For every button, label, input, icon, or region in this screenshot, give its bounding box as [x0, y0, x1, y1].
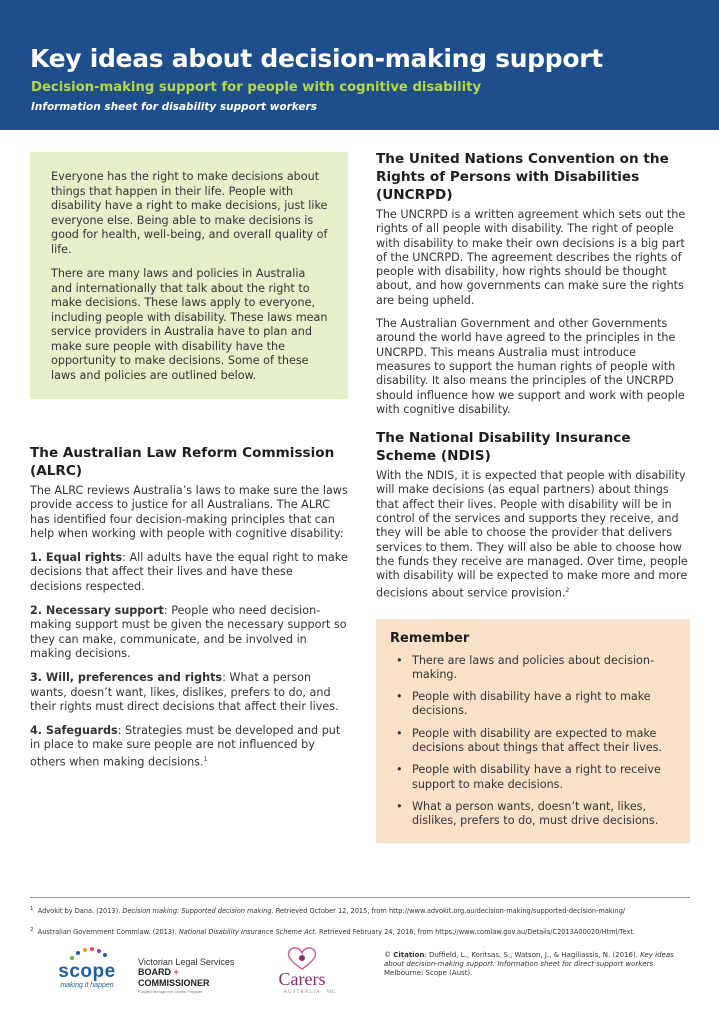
- principle-will-preferences: [30, 671, 348, 714]
- intro-paragraph-2: There are many laws and policies in Australia and internationally that talk about the right to make decisions. These laws apply to everyone, including people with disability. These laws mean service providers in Australia have to plan and make sure people with disability have the opportunity to make decisions. Some of these laws and policies are outlined below.: [51, 267, 328, 382]
- footnote-author: Advokit by Dana. (2013).: [37, 907, 123, 916]
- intro-box: [30, 152, 348, 399]
- bullet-icon: •: [396, 763, 403, 777]
- remember-list: [390, 654, 674, 829]
- footnote-ref-2[interactable]: 2: [565, 586, 570, 594]
- scope-wordmark: scope: [58, 961, 116, 982]
- vlsb-funding-note: Funded through the Grants Program: [138, 989, 203, 994]
- principle-text: : People who need decision-making support must be given the necessary support so they can make, communicate, and be involved in making decisions.: [30, 604, 347, 660]
- principle-text: : All adults have the equal right to make decisions that affect their lives and have these decisions respected.: [30, 551, 348, 593]
- list-item-text: People with disability have a right to receive support to make decisions.: [412, 763, 661, 791]
- principle-lead: 3. Will, preferences and rights: [30, 671, 223, 685]
- list-item-text: People with disability are expected to make decisions about things that affect their lives.: [412, 726, 663, 755]
- principle-lead: 2. Necessary support: [30, 604, 164, 618]
- uncrpd-heading: The United Nations Convention on the Rights of Persons with Disabilities (UNCRPD): [376, 151, 669, 203]
- principle-safeguards: [30, 724, 348, 770]
- list-item-text: There are laws and policies about decision-making.: [412, 653, 655, 681]
- vlsb-commissioner: COMMISSIONER: [138, 978, 210, 988]
- footnote-title: National Disability Insurance Scheme Act: [178, 928, 315, 937]
- partner-logos: [30, 945, 370, 1001]
- principle-equal-rights: [30, 551, 348, 594]
- principle-lead: 4. Safeguards: [30, 724, 118, 738]
- list-item: [390, 690, 674, 719]
- bullet-icon: •: [396, 653, 403, 667]
- info-sheet-label: Information sheet for disability support workers: [31, 101, 317, 113]
- citation: [384, 951, 694, 978]
- remember-heading: Remember: [390, 630, 470, 646]
- scope-dots-icon: [52, 945, 122, 963]
- intro-paragraph-1: Everyone has the right to make decisions about things that happen in their life. People with disability have a right to make decisions, just like everyone else. Being able to make decisions is good for health, well-being, and overall quality of life.: [51, 170, 328, 256]
- remember-box: [376, 619, 690, 843]
- scope-tagline: making it happen: [60, 982, 114, 989]
- list-item-text: What a person wants, doesn’t want, likes, dislikes, prefers to do, must drive decisions.: [412, 799, 659, 828]
- carers-wordmark: Carers: [278, 969, 326, 989]
- principle-text: : Strategies must be developed and put in place to make sure people are not influenced by others when making decisions.: [30, 724, 341, 769]
- footnote-number: 1: [30, 906, 34, 912]
- carers-australia: AUSTRALIA: [283, 990, 321, 995]
- footnote-ref-1[interactable]: 1: [203, 755, 208, 763]
- carers-logo: [267, 945, 337, 996]
- ndis-heading: The National Disability Insurance Scheme (NDIS): [376, 430, 631, 465]
- footnote-link[interactable]: . Retrieved October 12, 2015, from http://www.advokit.org.au/decision-making/supported-decision-making/: [271, 907, 626, 916]
- ndis-paragraph: [376, 469, 690, 600]
- vlsb-board: BOARD: [138, 967, 171, 977]
- vlsb-name: Victorian Legal Services: [138, 957, 235, 967]
- uncrpd-paragraph-2: The Australian Government and other Governments around the world have agreed to the principles in the UNCRPD. This means Australia must introduce measures to support the human rights of people with disability. It also means the principles of the UNCRPD should influence how we support and work with people with cognitive disability.: [376, 317, 685, 416]
- footnotes: [30, 897, 690, 937]
- left-column: [30, 152, 348, 770]
- footnote-link[interactable]: . Retrieved February 24, 2016, from https://www.comlaw.gov.au/Details/C2013A00020/Html/Text.: [314, 928, 636, 937]
- alrc-section: [30, 444, 348, 770]
- citation-label: Citation: [393, 951, 425, 959]
- uncrpd-section: [376, 150, 690, 417]
- footnote-2: [30, 926, 690, 937]
- list-item: [390, 654, 674, 683]
- principle-lead: 1. Equal rights: [30, 551, 123, 565]
- alrc-heading: The Australian Law Reform Commission (ALRC): [30, 445, 335, 479]
- bullet-icon: •: [396, 690, 403, 704]
- vlsb-board-commissioner: [138, 967, 248, 989]
- list-item-text: People with disability have a right to make decisions.: [412, 690, 651, 718]
- alrc-intro: The ALRC reviews Australia’s laws to make sure the laws provide access to justice for all Australians. The ALRC has identified four decision-making principles that can help when working with people with cognitive disability:: [30, 484, 348, 540]
- page-subtitle: Decision-making support for people with cognitive disability: [31, 80, 482, 95]
- ndis-text: With the NDIS, it is expected that people with disability will make decisions (as equal partners) about things that affect their lives. People with disability will be in control of the services and supports they receive, and they will be able to choose the provider that delivers services to them. They will also be able to choose how the funds they receive are managed. Over time, people with disability will be expected to make more and more decisions about service provision.: [376, 469, 688, 600]
- list-item: [390, 727, 674, 756]
- carers-vic: VIC: [326, 990, 335, 995]
- footnote-1: [30, 905, 690, 916]
- citation-publisher: . Melbourne: Scope (Aust).: [384, 960, 656, 977]
- citation-title: Key ideas about decision-making support: Information sheet for direct support workers: [384, 951, 674, 968]
- plus-icon: +: [173, 967, 179, 977]
- footnote-number: 2: [30, 927, 34, 934]
- footnote-title: Decision making: Supported decision making: [122, 907, 272, 916]
- right-column: [376, 150, 690, 843]
- copyright-icon: ©: [384, 951, 391, 959]
- ndis-section: [376, 429, 690, 600]
- page-header: [0, 0, 719, 130]
- list-item: [390, 763, 674, 792]
- footnote-author: Australian Government Commlaw. (2013).: [37, 928, 179, 937]
- uncrpd-paragraph-1: The UNCRPD is a written agreement which sets out the rights of all people with disability. The right of people with disability to make their own decisions is a big part of the UNCRPD. The agreement describes the rights of people with disability, how rights should be thought about, and how governments can make sure the rights are being upheld.: [376, 208, 686, 307]
- principle-necessary-support: [30, 604, 348, 661]
- page-title: Key ideas about decision-making support: [30, 44, 603, 73]
- list-item: [390, 800, 674, 829]
- principle-text: : What a person wants, doesn’t want, likes, dislikes, prefers to do, and their rights must direct decisions that affect their lives.: [30, 671, 339, 713]
- scope-logo: [52, 945, 122, 989]
- vlsb-logo: [138, 957, 248, 995]
- citation-authors: : Duffield, L., Koritsas, S., Watson, J., & Hagiliassis, N. (2016).: [424, 951, 641, 959]
- bullet-icon: •: [396, 726, 403, 740]
- carers-heart-icon: [282, 945, 322, 971]
- bullet-icon: •: [396, 799, 403, 813]
